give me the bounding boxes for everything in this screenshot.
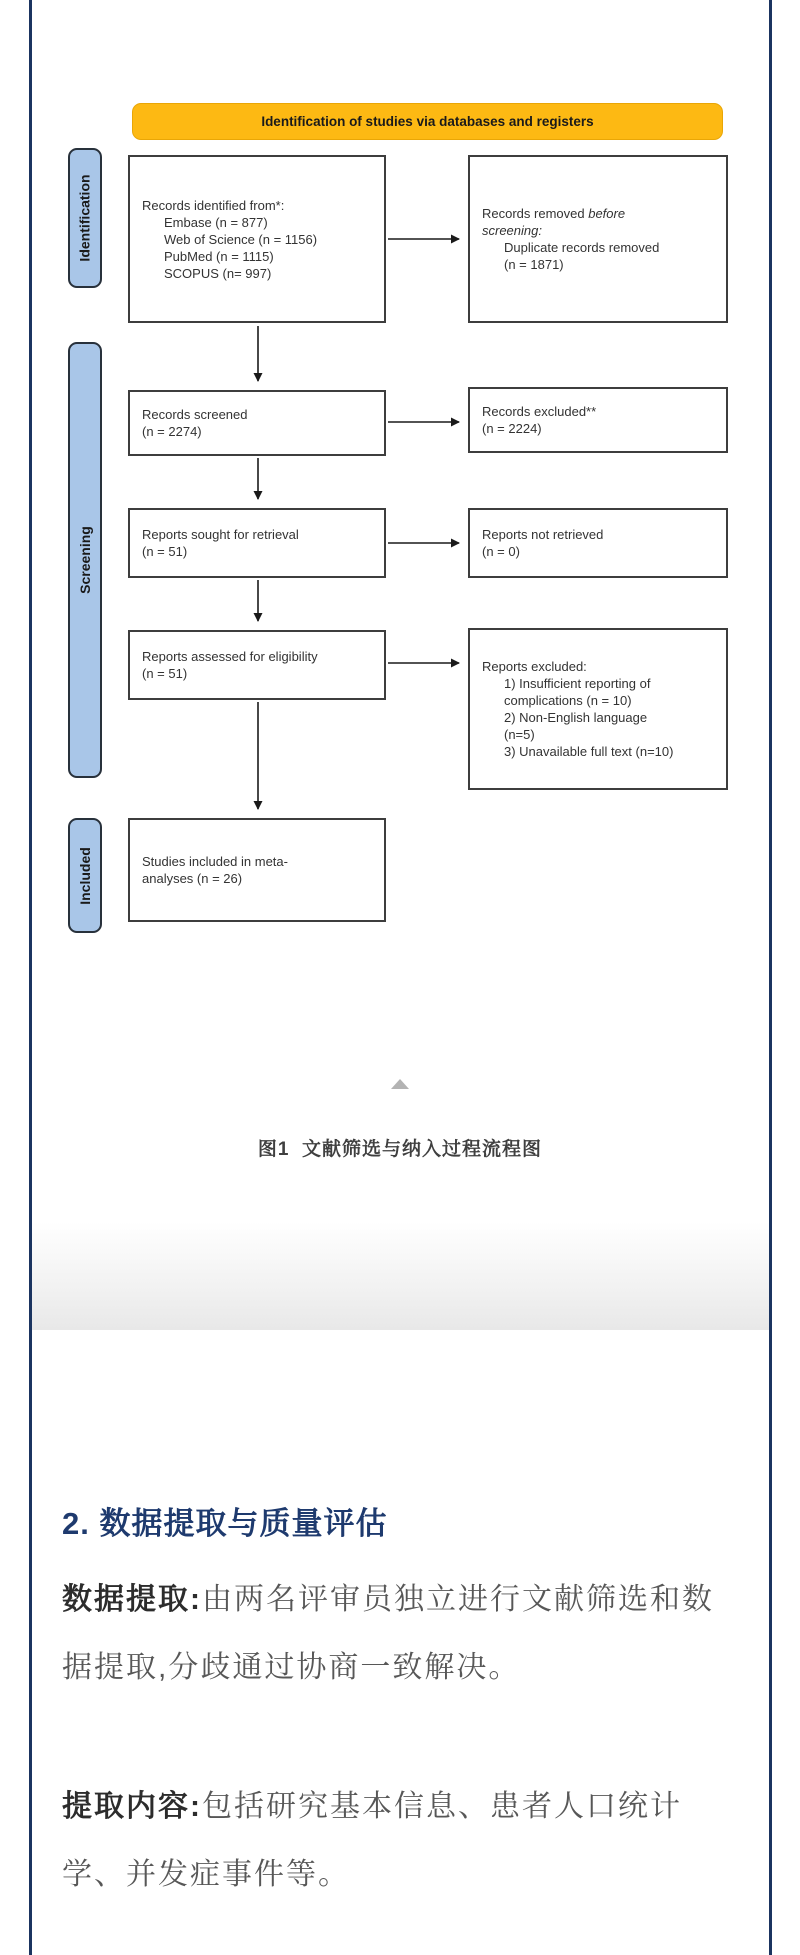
box-reports-assessed [128,630,386,700]
paragraph-label: 提取内容: [62,1790,202,1823]
image-bottom-fade [32,1222,769,1330]
box-line: complications (n = 10) [504,693,632,708]
paragraph-line: 学、并发症事件等。 [62,1858,350,1891]
paragraph-line [62,1773,752,1841]
figure-caption: 图1 文献筛选与纳入过程流程图 [257,1139,543,1160]
box-records-removed [468,155,728,323]
box-line-italic: screening: [482,223,542,238]
box-title: Records identified from*: [142,197,285,213]
paragraph-label: 数据提取: [62,1583,202,1616]
box-line: (n = 2274) [142,424,202,439]
box-line: analyses (n = 26) [142,871,243,886]
box-line: 2) Non-English language [504,710,648,725]
paragraph-line: 据提取,分歧通过协商一致解决。 [62,1651,521,1684]
box-line: 1) Insufficient reporting of [504,676,651,691]
box-line: Reports sought for retrieval [142,527,299,542]
box-line: (n = 51) [142,544,188,559]
stage-screening-label: Screening [77,526,94,594]
box-records-identified [128,155,386,323]
box-line: (n = 0) [482,544,520,559]
box-line: Duplicate records removed [504,240,660,255]
paragraph-line [62,1566,752,1634]
box-line: (n = 1871) [504,257,564,272]
paragraph-extraction-content [62,1773,752,1909]
page-border-left [29,0,32,1955]
box-title [482,205,718,222]
diagram-banner [132,103,723,140]
box-line: PubMed (n = 1115) [164,248,274,264]
box-text-italic: before [588,206,626,221]
box-records-excluded [468,387,728,453]
box-title: Reports excluded: [482,659,587,674]
page-border-right [769,0,772,1955]
box-line: 3) Unavailable full text (n=10) [504,744,674,759]
stage-identification-label: Identification [77,174,93,262]
paragraph-data-extraction [62,1566,752,1702]
box-records-screened [128,390,386,456]
box-reports-sought [128,508,386,578]
flow-arrows [0,0,800,960]
box-line: Records excluded** [482,404,597,419]
paragraph-text: 由两名评审员独立进行文献筛选和数 [202,1583,714,1616]
box-text: Records removed [482,206,589,221]
box-line: (n = 2224) [482,421,542,436]
stage-screening [68,342,102,778]
box-line: Reports assessed for eligibility [142,649,318,664]
box-reports-excluded [468,628,728,790]
stage-included [68,818,102,933]
collapse-triangle-icon [391,1079,409,1089]
box-line: SCOPUS (n= 997) [164,265,272,281]
diagram-banner-label: Identification of studies via databases and registers [261,114,594,129]
box-line: Web of Science (n = 1156) [164,231,318,247]
box-line: Studies included in meta- [142,854,288,869]
stage-included-label: Included [77,846,93,905]
section-heading: 2. 数据提取与质量评估 [62,1506,388,1541]
box-line: Reports not retrieved [482,527,604,542]
box-studies-included [128,818,386,922]
stage-identification [68,148,102,288]
box-line: Embase (n = 877) [164,214,268,230]
box-line: Records screened [142,407,248,422]
box-line: (n=5) [504,727,535,742]
box-line: (n = 51) [142,666,188,681]
paragraph-text: 包括研究基本信息、患者人口统计 [202,1790,682,1823]
box-reports-not-retrieved [468,508,728,578]
